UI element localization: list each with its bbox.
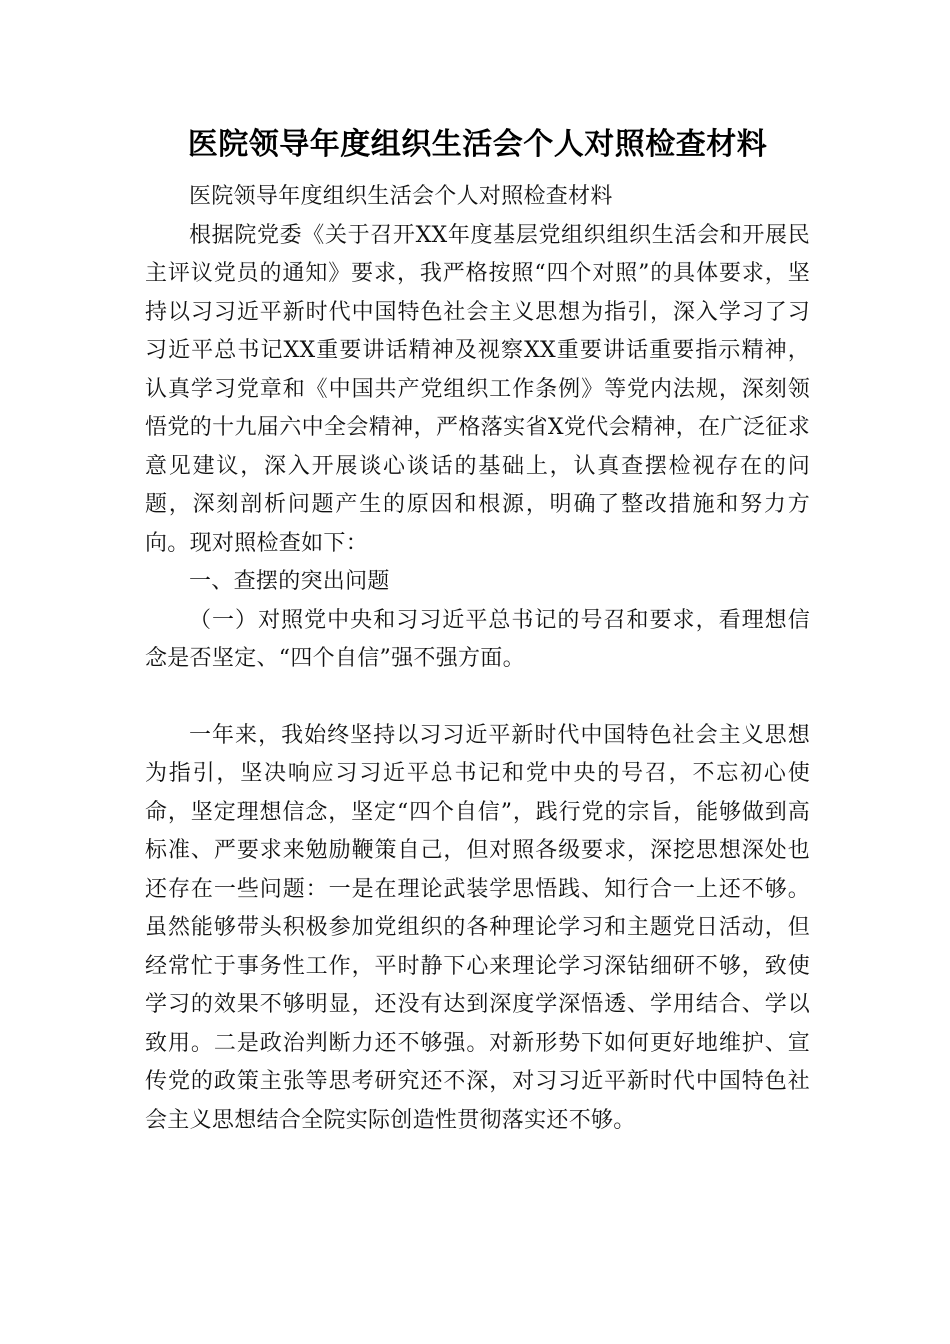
document-page: [145, 112, 810, 1140]
intro-paragraph: 根据院党委《关于召开XX年度基层党组织组织生活会和开展民主评议党员的通知》要求，我严格按照“四个对照”的具体要求，坚持以习习近平新时代中国特色社会主义思想为指引，深入学习了习习近平总书记XX重要讲话精神及视察XX重要讲话重要指示精神，认真学习党章和《中国共产党组织工作条例》等党内法规，深刻领悟党的十九届六中全会精神，严格落实省X党代会精神，在广泛征求意见建议，深入开展谈心谈话的基础上，认真查摆检视存在的问题，深刻剖析问题产生的原因和根源，明确了整改措施和努力方向。现对照检查如下：: [145, 222, 810, 556]
blank-line: [145, 679, 810, 717]
subtitle-paragraph: 医院领导年度组织生活会个人对照检查材料: [189, 184, 613, 209]
document-title: 医院领导年度组织生活会个人对照检查材料: [187, 127, 768, 162]
body-paragraph: 一年来，我始终坚持以习习近平新时代中国特色社会主义思想为指引，坚决响应习习近平总书记和党中央的号召，不忘初心使命，坚定理想信念，坚定“四个自信”，践行党的宗旨，能够做到高标准、严要求来勉励鞭策自己，但对照各级要求，深挖思想深处也还存在一些问题：一是在理论武装学思悟践、知行合一上还不够。虽然能够带头积极参加党组织的各种理论学习和主题党日活动，但经常忙于事务性工作，平时静下心来理论学习深钻细研不够，致使学习的效果不够明显，还没有达到深度学深悟透、学用结合、学以致用。二是政治判断力还不够强。对新形势下如何更好地维护、宣传党的政策主张等思考研究还不深，对习习近平新时代中国特色社会主义思想结合全院实际创造性贯彻落实还不够。: [145, 722, 810, 1133]
section-heading: 一、查摆的突出问题: [189, 569, 390, 594]
subsection-heading: （一）对照党中央和习习近平总书记的号召和要求，看理想信念是否坚定、“四个自信”强不强方面。: [145, 607, 810, 671]
